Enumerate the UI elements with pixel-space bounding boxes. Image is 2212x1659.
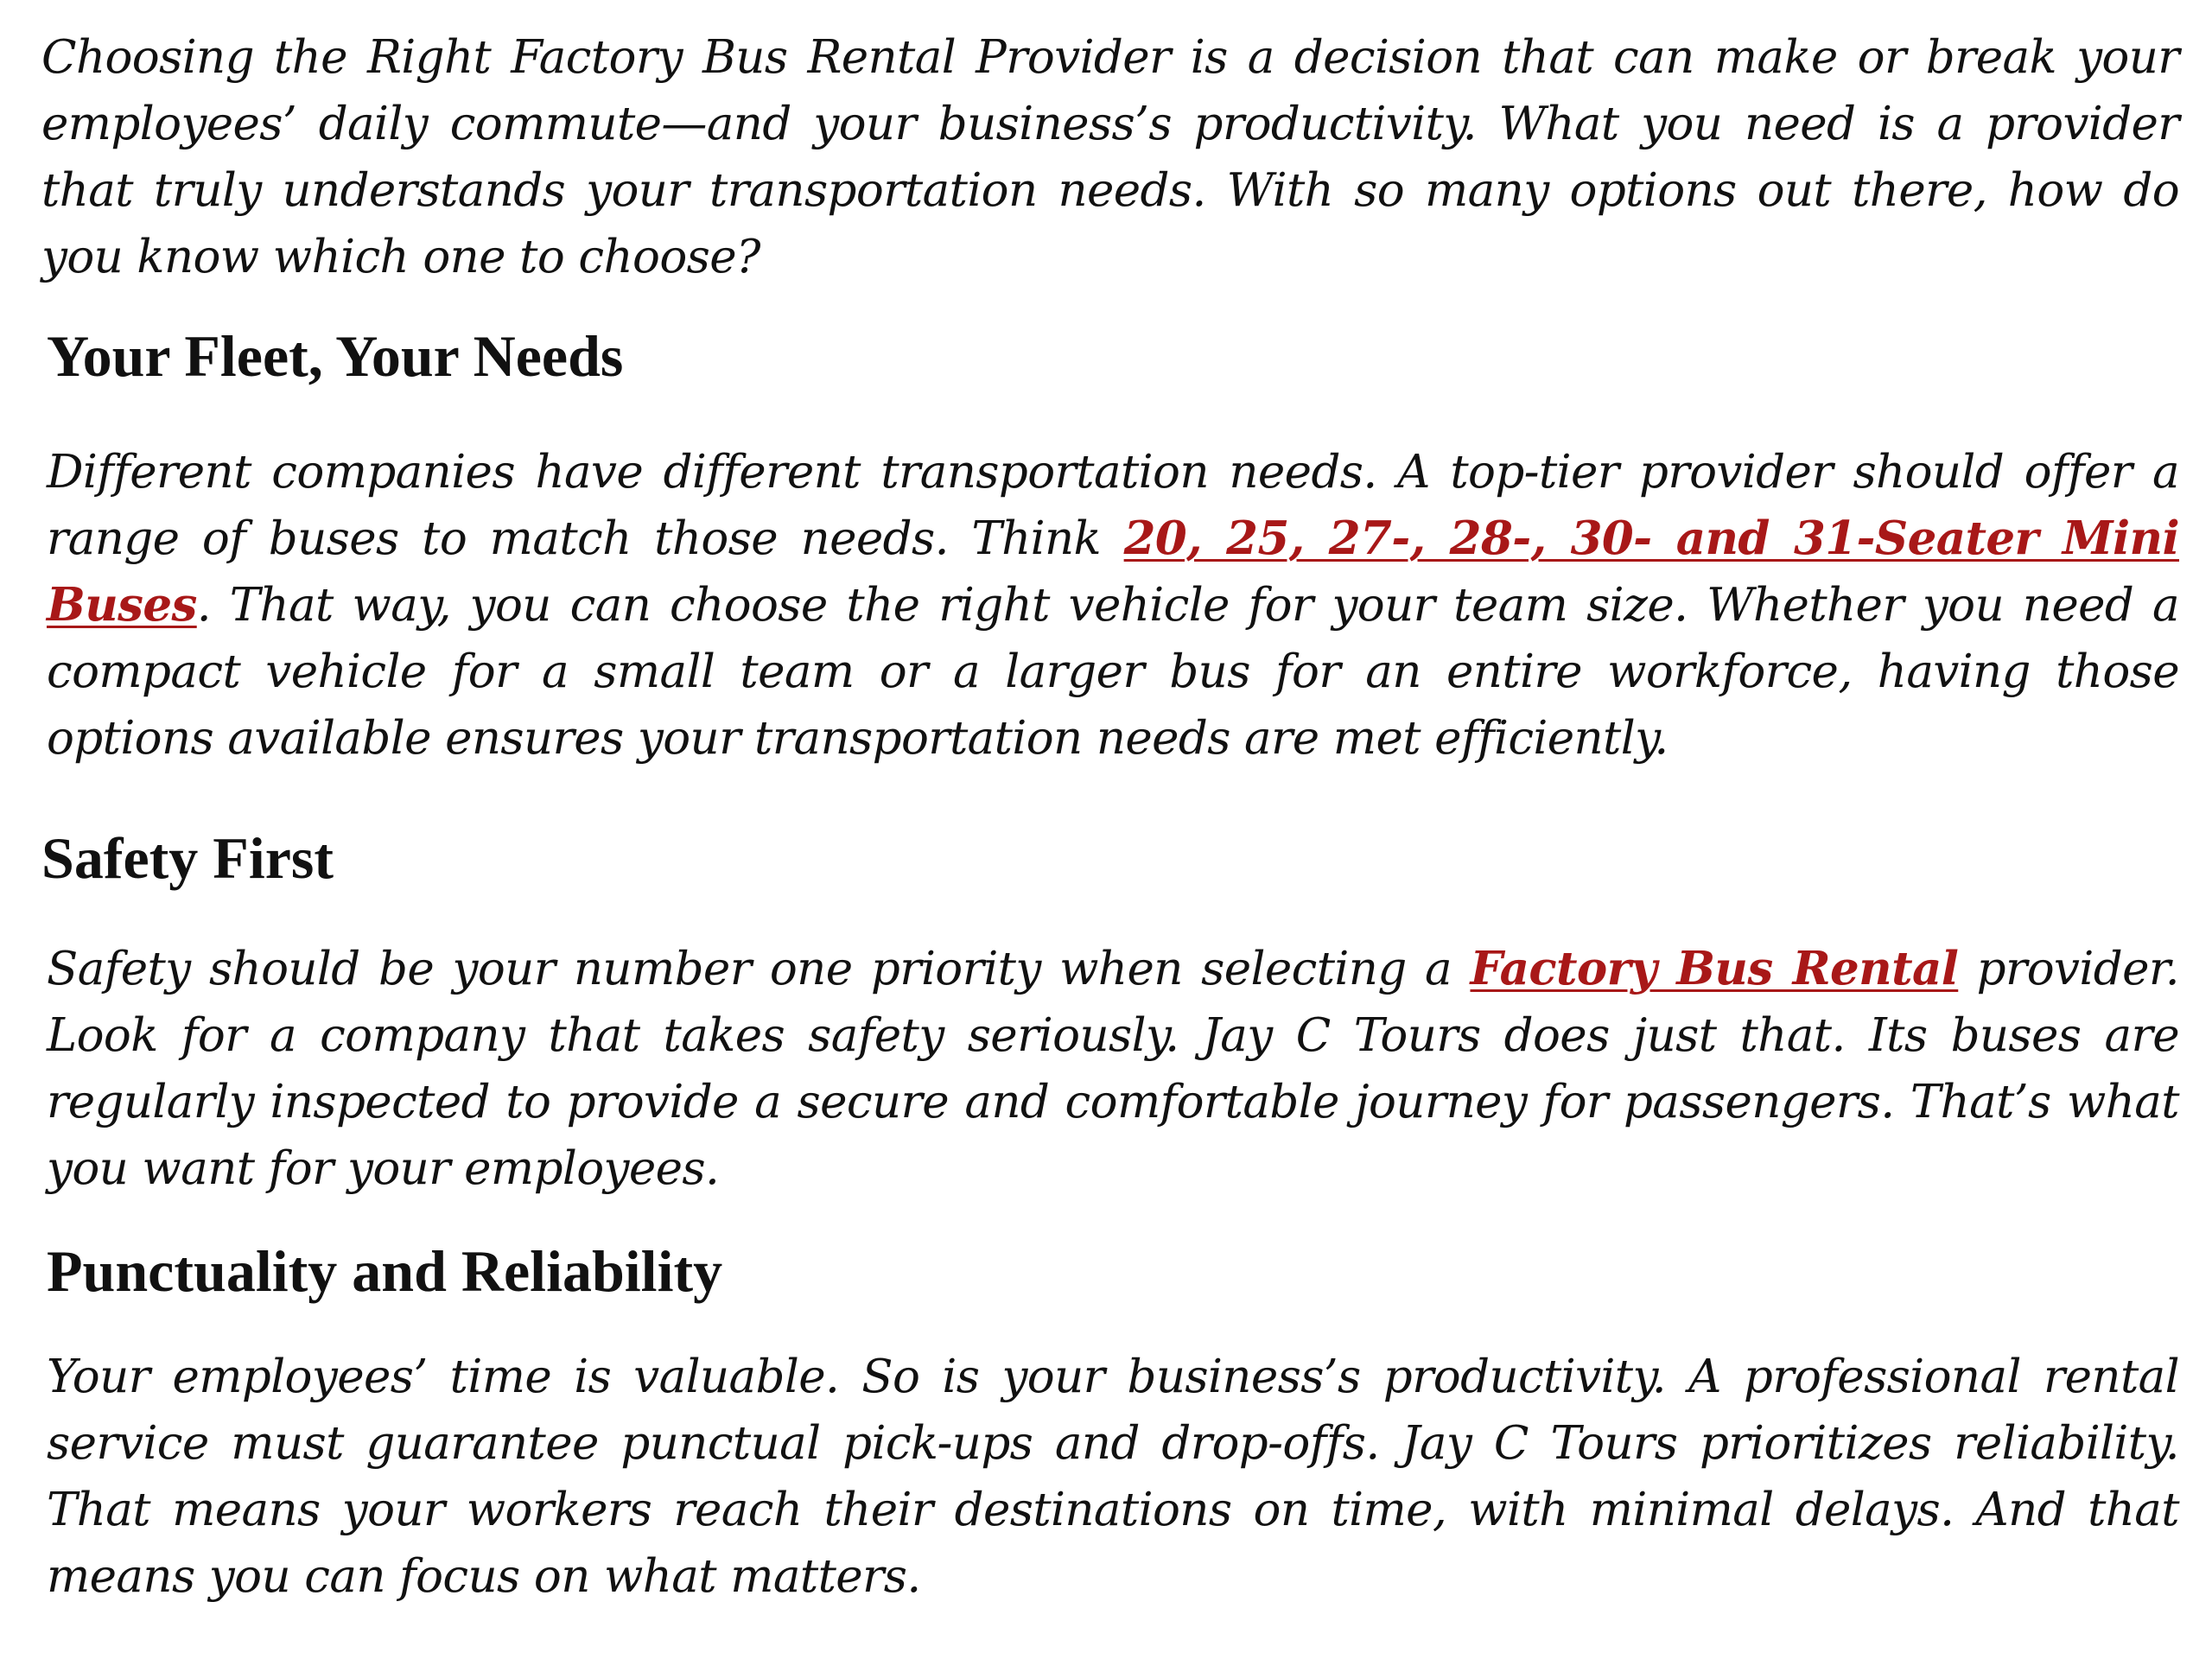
mini-buses-link[interactable]: 20, 25, 27-, 28-, 30- and 31-Seater Mini Buses xyxy=(47,512,2180,632)
fleet-text-after-link: . That way, you can choose the right vehicle for your team size. Whether you need a compact vehicle for a small team or a larger bus for an entire workforce, having those options available ensures your transportation needs are met efficiently. xyxy=(47,579,2179,765)
factory-bus-rental-link[interactable]: Factory Bus Rental xyxy=(1470,942,1959,995)
section-heading-fleet: Your Fleet, Your Needs xyxy=(47,323,624,389)
intro-paragraph: Choosing the Right Factory Bus Rental Provider is a decision that can make or break your employees’ daily commute—and your business’s productivity. What you need is a provider that truly understands your transportation needs. With so many options out there, how do you know which one to choose? xyxy=(41,31,2179,283)
safety-text-after-link: provider. Look for a company that takes safety seriously. Jay C Tours does just that. Its buses are regularly inspected to provide a secure and comfortable journey for passengers. That’s what you want for your employees. xyxy=(47,943,2180,1195)
section-body-fleet xyxy=(41,439,2179,772)
section-body-punctuality: Your employees’ time is valuable. So is your business’s productivity. A professional rental service must guarantee punctual pick-ups and drop-offs. Jay C Tours prioritizes reliability. That means your workers reach their destinations on time, with minimal delays. And that means you can focus on what matters. xyxy=(47,1351,2179,1603)
article xyxy=(41,24,2179,1610)
safety-text-before-link: Safety should be your number one priority when selecting a xyxy=(47,943,1471,995)
section-heading-punctuality: Punctuality and Reliability xyxy=(47,1238,723,1304)
section-body-safety xyxy=(41,936,2179,1202)
fleet-text-before-link: Different companies have different transportation needs. A top-tier provider should offer a range of buses to match those needs. Think xyxy=(47,446,2179,565)
section-heading-safety: Safety First xyxy=(41,825,334,891)
